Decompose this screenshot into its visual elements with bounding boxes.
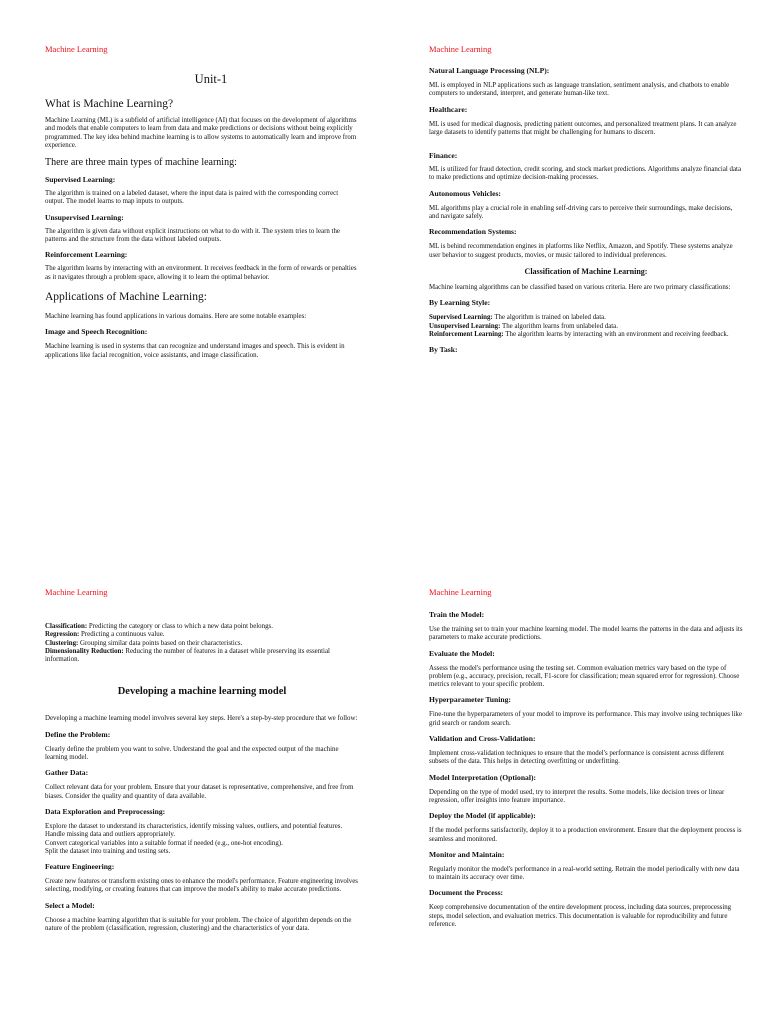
dimensionality-desc: Reducing the number of features in a dataset while preserving its essential information. (45, 647, 330, 664)
classification-desc: Predicting the category or class to which a new data point belongs. (87, 623, 273, 630)
select-model-text: Choose a machine learning algorithm that is suitable for your problem. The choice of algorithm depends on the nature of the problem (classification, regression, clustering) and the characteristics of your data. (45, 916, 352, 933)
exploration-heading: Data Exploration and Preprocessing: (45, 806, 166, 816)
autonomous-vehicles-text: ML algorithms play a crucial role in enabling self-driving cars to perceive their surroundings, make decisions, and navigate safely. (429, 204, 733, 221)
evaluate-model-text: Assess the model's performance using the testing set. Common evaluation metrics vary based on the type of problem (e.g., accuracy, precision, recall, F1-score for classification; mean squared error for regression). Choose metrics relevant to your specific problem. (429, 664, 740, 689)
interpretation-text: Depending on the type of model used, try to interpret the results. Some models, like decision trees or linear regression, offer insights into feature importance. (429, 788, 725, 804)
autonomous-vehicles-heading: Autonomous Vehicles: (429, 188, 501, 198)
unsupervised-line (429, 323, 743, 331)
classification-label: Classification: (45, 623, 88, 630)
supervised-text: The algorithm is trained on a labeled dataset, where the input data is paired with the corresponding correct output. The model learns to map inputs to outputs. (45, 190, 339, 206)
page-header: Machine Learning (429, 587, 492, 597)
recommendation-heading: Recommendation Systems: (429, 227, 517, 237)
by-task-heading: By Task: (429, 345, 458, 355)
document-process-heading: Document the Process: (429, 888, 504, 898)
unsupervised-heading: Unsupervised Learning: (45, 212, 124, 222)
exploration-text-3: Split the dataset into training and testing sets. (45, 847, 171, 855)
classification-heading: Classification of Machine Learning: (524, 266, 648, 276)
regression-line (45, 631, 359, 639)
applications-text: Machine learning has found applications in various domains. Here are some notable examples: (45, 312, 307, 320)
finance-heading: Finance: (429, 151, 458, 161)
page-1 (45, 44, 359, 360)
reinforcement-heading: Reinforcement Learning: (45, 250, 128, 260)
image-speech-heading: Image and Speech Recognition: (45, 327, 148, 337)
supervised-line (429, 314, 743, 322)
types-heading: There are three main types of machine learning: (45, 157, 237, 169)
exploration-text-2: Convert categorical variables into a suitable format if needed (e.g., one-hot encoding). (45, 839, 283, 847)
unsupervised-label: Unsupervised Learning: (429, 322, 501, 330)
clustering-line (45, 640, 359, 648)
image-speech-text: Machine learning is used in systems that can recognize and understand images and speech. This is evident in applications like facial recognition, voice assistants, and image classification. (45, 343, 345, 359)
gather-data-text: Collect relevant data for your problem. Ensure that your dataset is representative, comprehensive, and free from biases. Consider the quality and quantity of data available. (45, 784, 354, 800)
feature-engineering-heading: Feature Engineering: (45, 862, 115, 872)
validation-text: Implement cross-validation techniques to ensure that the model's performance is consistent across different subsets of the data. This helps in detecting overfitting or underfitting. (429, 750, 725, 766)
page-header: Machine Learning (45, 44, 108, 54)
classification-text: Machine learning algorithms can be classified based on various criteria. Here are two primary classifications: (429, 283, 731, 291)
healthcare-text: ML is used for medical diagnosis, predicting patient outcomes, and personalized treatment plans. It can analyze large datasets to identify patterns that might be challenging for humans to discern. (429, 120, 737, 136)
hyperparameter-text: Fine-tune the hyperparameters of your model to improve its performance. This may involve using techniques like grid search or random search. (429, 711, 742, 727)
what-is-ml-text: Machine Learning (ML) is a subfield of artificial intelligence (AI) that focuses on the development of algorithms and models that enable computers to learn from data and make predictions or decisions without being explicitly programmed. The key idea behind machine learning is to allow systems to automatically learn and improve from experience. (45, 117, 357, 149)
dimensionality-line (45, 648, 359, 665)
page-3 (45, 587, 359, 933)
feature-engineering-text: Create new features or transform existing ones to enhance the model's performance. Feature engineering involves selecting, modifying, or creating features that can improve the model's ability to make accurate predictions. (45, 878, 358, 894)
what-is-ml-heading: What is Machine Learning? (45, 98, 174, 110)
reinforcement-line (429, 331, 743, 339)
exploration-text-1: Explore the dataset to understand its characteristics, identify missing values, outliers, and potential features. Handle missing data and outliers appropriately. (45, 822, 343, 839)
clustering-desc: Grouping similar data points based on their characteristics. (78, 639, 243, 647)
classification-line (45, 623, 359, 631)
deploy-heading: Deploy the Model (if applicable): (429, 811, 536, 821)
validation-heading: Validation and Cross-Validation: (429, 734, 536, 744)
document-process-text: Keep comprehensive documentation of the entire development process, including data sources, preprocessing steps, model selection, and evaluation metrics. This documentation is valuable for reproducibility and future reference. (429, 904, 732, 929)
learning-style-heading: By Learning Style: (429, 298, 491, 308)
regression-label: Regression: (45, 631, 80, 639)
developing-model-text: Developing a machine learning model involves several key steps. Here's a step-by-step procedure that we follow: (45, 715, 358, 723)
supervised-label: Supervised Learning: (429, 314, 493, 322)
regression-desc: Predicting a continuous value. (79, 631, 165, 639)
monitor-heading: Monitor and Maintain: (429, 849, 505, 859)
hyperparameter-heading: Hyperparameter Tuning: (429, 695, 511, 705)
applications-heading: Applications of Machine Learning: (45, 290, 207, 303)
reinforcement-text: The algorithm learns by interacting with an environment. It receives feedback in the form of rewards or penalties as it navigates through a problem space, allowing it to learn the optimal behavior. (45, 265, 357, 281)
interpretation-heading: Model Interpretation (Optional): (429, 772, 537, 782)
page-2 (429, 44, 743, 355)
train-model-text: Use the training set to train your machine learning model. The model learns the patterns in the data and adjusts its parameters to make accurate predictions. (429, 626, 743, 642)
developing-model-heading: Developing a machine learning model (117, 686, 287, 698)
monitor-text: Regularly monitor the model's performance in a real-world setting. Retrain the model periodically with new data to maintain its accuracy over time. (429, 865, 740, 882)
unsupervised-text: The algorithm is given data without explicit instructions on what to do with it. The system tries to learn the patterns and the structure from the data without labeled outputs. (45, 227, 340, 244)
healthcare-heading: Healthcare: (429, 104, 468, 114)
recommendation-text: ML is behind recommendation engines in platforms like Netflix, Amazon, and Spotify. These systems analyze user behavior to suggest products, movies, or music tailored to individual preferences. (429, 243, 733, 259)
nlp-heading: Natural Language Processing (NLP): (429, 66, 550, 75)
select-model-heading: Select a Model: (45, 900, 95, 910)
define-problem-heading: Define the Problem: (45, 729, 111, 739)
train-model-heading: Train the Model: (429, 610, 485, 619)
unsupervised-desc: The algorithm learns from unlabeled data. (500, 322, 618, 330)
page-header: Machine Learning (429, 44, 492, 54)
gather-data-heading: Gather Data: (45, 768, 89, 778)
supervised-heading: Supervised Learning: (45, 175, 116, 185)
page-4 (429, 587, 743, 929)
dimensionality-label: Dimensionality Reduction: (45, 647, 124, 655)
evaluate-model-heading: Evaluate the Model: (429, 648, 495, 658)
define-problem-text: Clearly define the problem you want to solve. Understand the goal and the expected output of the machine learning model. (45, 745, 339, 762)
reinforcement-label: Reinforcement Learning: (429, 330, 504, 338)
supervised-desc: The algorithm is trained on labeled data. (492, 314, 606, 322)
reinforcement-desc: The algorithm learns by interacting with an environment and receiving feedback. (503, 330, 729, 338)
nlp-text: ML is employed in NLP applications such as language translation, sentiment analysis, and chatbots to enable computers to understand, interpret, and generate human-like text. (429, 82, 730, 98)
unit-title: Unit-1 (194, 72, 228, 86)
finance-text: ML is utilized for fraud detection, credit scoring, and stock market predictions. Algorithms analyze financial data to make predictions and optimize decision-making processes. (429, 166, 742, 182)
deploy-text: If the model performs satisfactorily, deploy it to a production environment. Ensure that the deployment process is seamless and monitored. (429, 827, 742, 843)
clustering-label: Clustering: (45, 639, 79, 647)
page-header: Machine Learning (45, 587, 108, 597)
